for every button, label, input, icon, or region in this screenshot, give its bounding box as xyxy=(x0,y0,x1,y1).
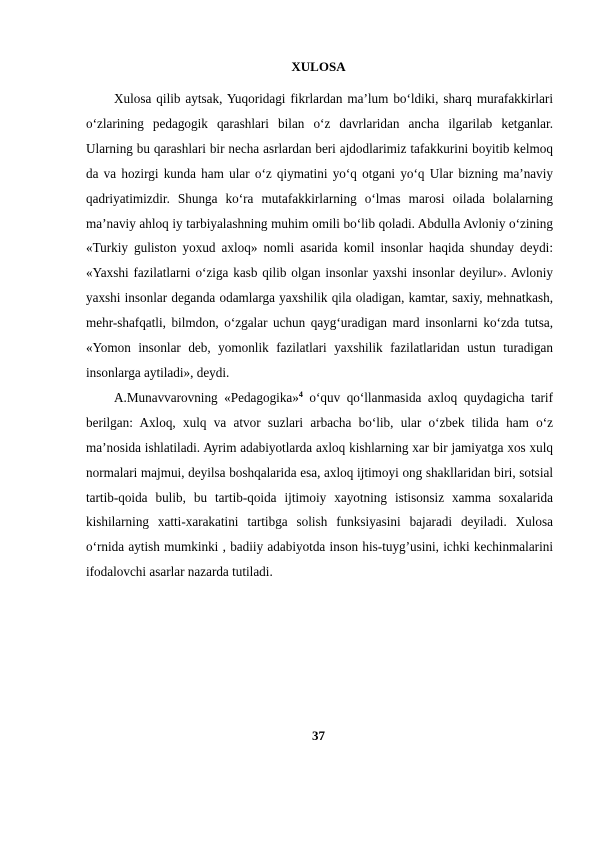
paragraph-2-rest: o‘quv qo‘llanmasida axloq quydagicha tarif berilgan: Axloq, xulq va atvor suzlari arbacha bo‘lib, ular o‘zbek tilida ham o‘z ma’nosida ishlatiladi. Ayrim adabiyotlarda axloq kishlarning xar bir jamiyatga xos xulq normalari majmui, deyilsa boshqalarida esa, axloq ijtimoyi ong shakllaridan biri, sotsial tartib-qoida bulib, bu tartib-qoida ijtimoiy xayotning istisonsiz xamma soxalarida kishilarning xatti-xarakatini tartibga solish funksiyasini bajaradi deyiladi. Xulosa o‘rnida aytish mumkinki , badiiy adabiyotda inson his-tuyg’usini, ichki kechinmalarini ifodalovchi asarlar nazarda tutiladi. xyxy=(86,389,553,580)
page-number: 37 xyxy=(312,728,325,743)
paragraph-2-start: A.Munavvarovning «Pedagogika» xyxy=(114,389,299,405)
body-text xyxy=(86,87,553,585)
page-title: XULOSA xyxy=(291,59,346,74)
paragraph-2 xyxy=(86,386,553,585)
paragraph-1: Xulosa qilib aytsak, Yuqoridagi fikrlardan ma’lum bo‘ldiki, sharq murafakkirlari o‘zlarining pedagogik qarashlari bilan o‘z davrlaridan ancha ilgarilab ketganlar. Ularning bu qarashlari bir necha asrlardan beri ajdodlarimiz tafakkurini boyitib kelmoq da va hozirgi kunda ham ular o‘z qiymatini yo‘q otgani yo‘q Ular bizning ma’naviy qadriyatimizdir. Shunga ko‘ra mutafakkirlarning o‘lmas marosi oilada bolalarning ma’naviy ahloq iy tarbiyalashning muhim omili bo‘lib qoladi. Abdulla Avloniy o‘zining «Turkiy guliston yoxud axloq» nomli asarida komil insonlar haqida shunday deydi: «Yaxshi fazilatlarni o‘ziga kasb qilib olgan insonlar yaxshi insonlar deyilur». Avloniy yaxshi insonlar deganda odamlarga yaxshilik qila oladigan, kamtar, saxiy, mehnatkash, mehr-shafqatli, bilmdon, o‘zgalar uchun qayg‘uradigan mard insonlarni ko‘zda tutsa, «Yomon insonlar deb, yomonlik fazilatlari yaxshilik fazilatlaridan ustun turadigan insonlarga aytiladi», deydi. xyxy=(86,91,553,380)
footnote-marker[interactable]: 4 xyxy=(298,389,303,399)
